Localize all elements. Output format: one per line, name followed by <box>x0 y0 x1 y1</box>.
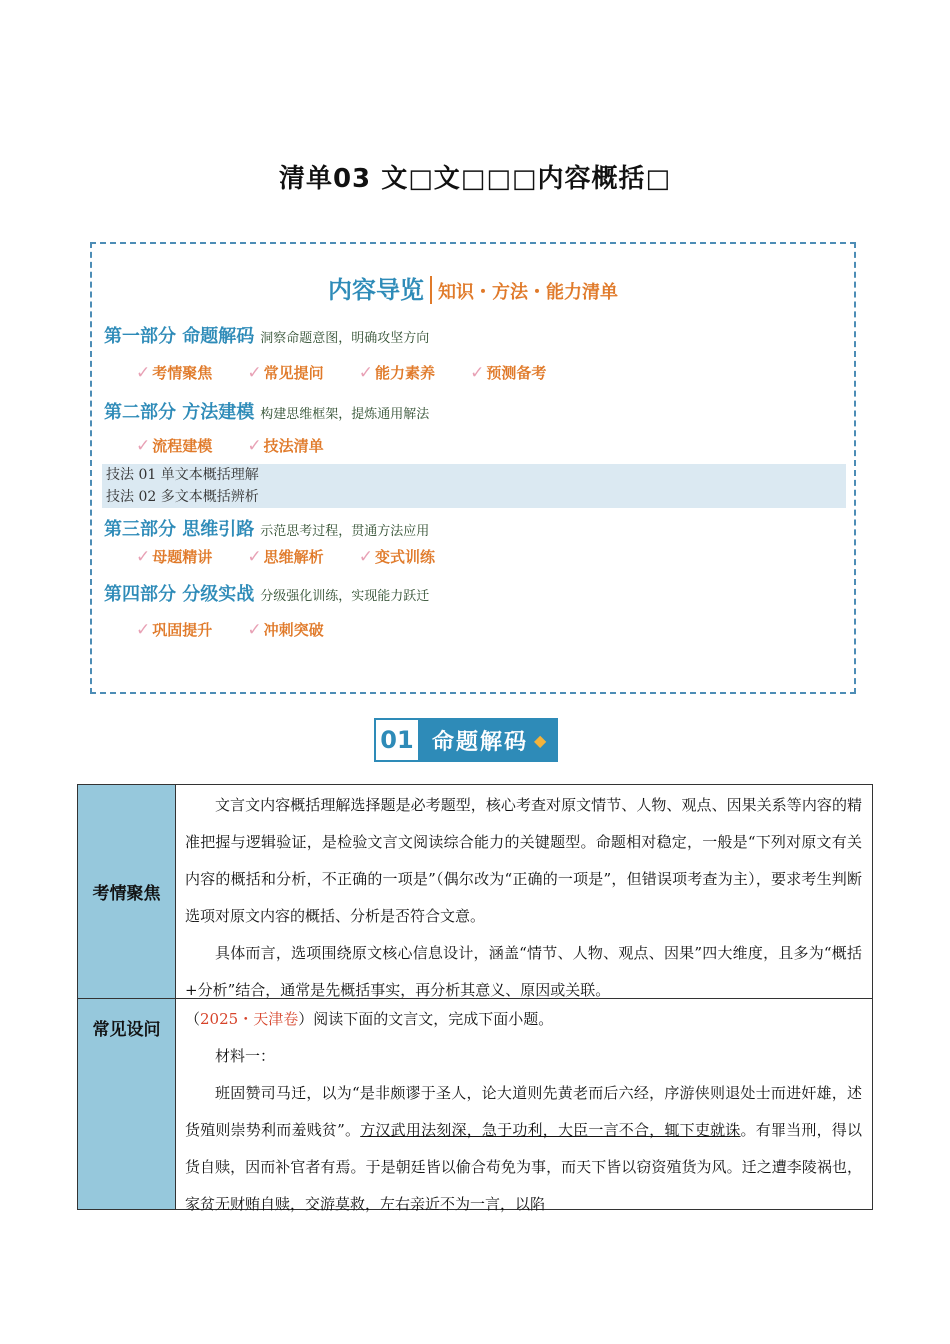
row-label: 考情聚焦 <box>78 785 176 998</box>
check-item[interactable]: ✓ 技法清单 <box>247 436 324 456</box>
part-2-items <box>136 435 354 456</box>
check-item[interactable]: ✓ 常见提问 <box>247 363 324 383</box>
part-1 <box>104 322 429 348</box>
part-4-desc: 分级强化训练，实现能力跃迁 <box>260 589 430 604</box>
part-2-desc: 构建思维框架，提炼通用解法 <box>260 407 430 422</box>
check-icon: ✓ <box>136 620 151 640</box>
part-2-title: 第二部分 方法建模 <box>104 402 255 423</box>
page-title: 清单03 文□文□□□内容概括□ <box>278 164 672 194</box>
underlined-sentence: 方汉武用法刻深，急于功利，大臣一言不合，辄下吏就诛 <box>360 1121 741 1139</box>
diamond-icon: ◆ <box>534 730 549 750</box>
row-content <box>177 785 872 1009</box>
part-1-items <box>136 362 576 383</box>
check-icon: ✓ <box>358 363 373 383</box>
row-label: 常见设问 <box>78 999 176 1209</box>
technique-item[interactable]: 技法 02 多文本概括辨析 <box>106 489 259 505</box>
part-1-title: 第一部分 命题解码 <box>104 326 255 347</box>
check-item[interactable]: ✓ 预测备考 <box>470 363 547 383</box>
table-row <box>78 785 872 999</box>
paragraph: 文言文内容概括理解选择题是必考题型，核心考查对原文情节、人物、观点、因果关系等内容的精准把握与逻辑验证，是检验文言文阅读综合能力的关键题型。命题相对稳定，一般是“下列对原文有关内容的概括和分析，不正确的一项是”（偶尔改为“正确的一项是”，但错误项考查为主），要求考生判断选项对原文内容的概括、分析是否符合文意。 <box>185 796 862 925</box>
part-2 <box>104 398 429 424</box>
exam-info-table <box>77 784 873 1213</box>
check-icon: ✓ <box>136 436 151 456</box>
check-icon: ✓ <box>247 620 262 640</box>
section-number: 01 <box>374 718 420 762</box>
guide-heading-main: 内容导览 <box>328 276 432 304</box>
technique-list <box>102 464 846 508</box>
part-4-items <box>136 619 354 640</box>
check-item[interactable]: ✓ 能力素养 <box>358 363 435 383</box>
row-content <box>177 999 872 1223</box>
check-icon: ✓ <box>247 547 262 567</box>
table-row <box>78 999 872 1213</box>
part-3-desc: 示范思考过程，贯通方法应用 <box>260 524 430 539</box>
check-item[interactable]: ✓ 考情聚焦 <box>136 363 213 383</box>
question-intro: （2025・天津卷）阅读下面的文言文，完成下面小题。 <box>185 1010 554 1028</box>
check-item[interactable]: ✓ 思维解析 <box>247 547 324 567</box>
check-icon: ✓ <box>358 547 373 567</box>
check-item[interactable]: ✓ 母题精讲 <box>136 547 213 567</box>
source-tag: 2025・天津卷 <box>200 1010 299 1028</box>
check-item[interactable]: ✓ 巩固提升 <box>136 620 213 640</box>
paragraph: 具体而言，选项围绕原文核心信息设计，涵盖“情节、人物、观点、因果”四大维度，且多为“概括+分析”结合，通常是先概括事实，再分析其意义、原因或关联。 <box>185 944 862 999</box>
check-icon: ✓ <box>247 436 262 456</box>
part-1-desc: 洞察命题意图，明确攻坚方向 <box>260 331 430 346</box>
check-icon: ✓ <box>136 363 151 383</box>
part-4-title: 第四部分 分级实战 <box>104 584 255 605</box>
check-icon: ✓ <box>247 363 262 383</box>
content-guide-box <box>90 242 856 694</box>
material-text: 班固赞司马迁，以为“是非颇谬于圣人，论大道则先黄老而后六经，序游侠则退处士而进奸雄，述货殖则崇势利而羞贱贫”。方汉武用法刻深，急于功利，大臣一言不合，辄下吏就诛。有罪当刑，得以货自赎，因而补官者有焉。于是朝廷皆以偷合苟免为事，而天下皆以窃资殖货为风。迁之遭李陵祸也，家贫无财贿自赎，交游莫救，左右亲近不为一言，以陷 <box>185 1084 862 1213</box>
part-4 <box>104 580 429 606</box>
part-3-title: 第三部分 思维引路 <box>104 519 255 540</box>
check-icon: ✓ <box>470 363 485 383</box>
technique-item[interactable]: 技法 01 单文本概括理解 <box>106 467 259 483</box>
part-3-items <box>136 546 465 567</box>
guide-heading-sub: 知识・方法・能力清单 <box>438 282 618 303</box>
section-badge <box>374 718 558 762</box>
part-3 <box>104 515 429 541</box>
check-item[interactable]: ✓ 变式训练 <box>358 547 435 567</box>
guide-heading <box>92 270 854 305</box>
check-item[interactable]: ✓ 流程建模 <box>136 436 213 456</box>
material-label: 材料一： <box>215 1047 276 1065</box>
check-icon: ✓ <box>136 547 151 567</box>
section-label: 命题解码 ◆ <box>420 718 558 762</box>
check-item[interactable]: ✓ 冲刺突破 <box>247 620 324 640</box>
